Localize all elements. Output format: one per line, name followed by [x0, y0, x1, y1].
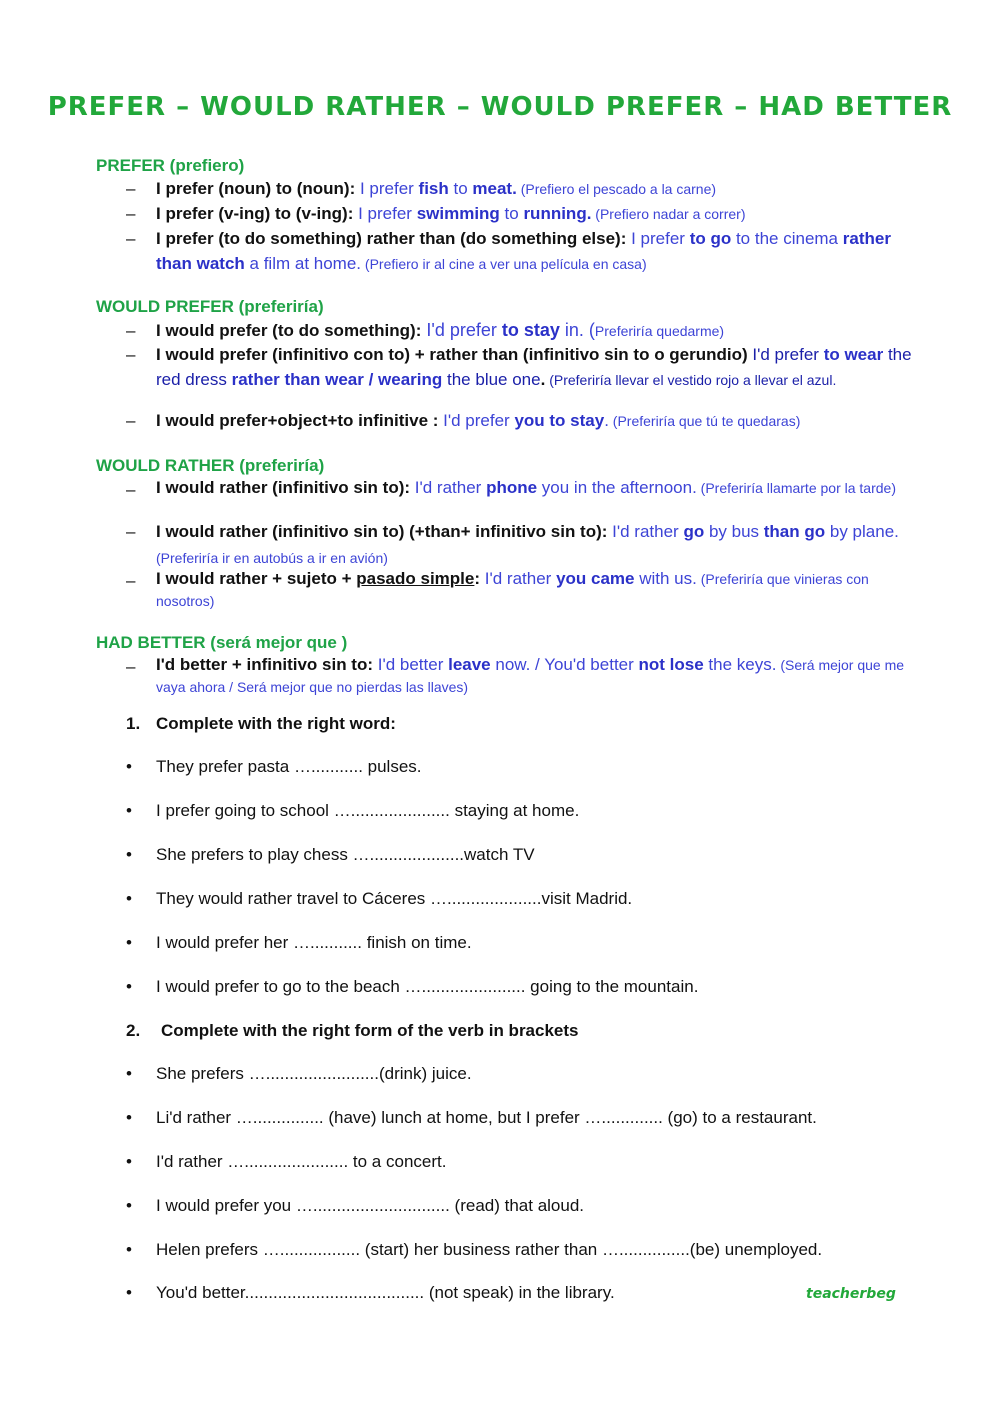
exercise-sentence: You'd better...................................... (not speak) in the library.	[156, 1283, 615, 1302]
bullet-dot: •	[126, 845, 132, 864]
rule-label: I would prefer+object+to infinitive :	[156, 411, 439, 430]
example-text: .	[604, 411, 609, 430]
exercise-2-item	[126, 1283, 615, 1303]
example-text: I'd rather	[607, 522, 684, 541]
example-text: I'd prefer	[747, 345, 824, 364]
exercise-sentence: They prefer pasta …........... pulses.	[156, 757, 422, 776]
example-emphasis: running.	[523, 204, 592, 223]
exercise-2-item	[126, 1108, 817, 1128]
bullet-dot: •	[126, 757, 132, 776]
example-emphasis: to wear	[823, 345, 884, 364]
example-text: I'd rather	[480, 569, 557, 588]
bullet-dot: •	[126, 1240, 132, 1259]
would-prefer-heading: WOULD PREFER (preferiría)	[96, 297, 324, 316]
exercise-2-item	[126, 1196, 584, 1216]
dash-bullet: –	[126, 229, 136, 248]
rule-label: I would prefer (infinitivo con to) + rather than (infinitivo sin to o gerundio)	[156, 345, 748, 364]
dash-bullet: –	[126, 345, 136, 364]
example-text: by bus	[704, 522, 764, 541]
exercise-sentence: I prefer going to school …..................... staying at home.	[156, 801, 580, 820]
bullet-dot: •	[126, 1064, 132, 1083]
dash-bullet: –	[126, 522, 136, 541]
example-emphasis: rather than watch	[156, 229, 891, 273]
dash-bullet: –	[126, 411, 136, 430]
exercise-sentence: She prefers to play chess …....................watch TV	[156, 845, 535, 864]
bullet-dot: •	[126, 933, 132, 952]
bullet-dot: •	[126, 801, 132, 820]
example-text: in. (	[559, 320, 595, 340]
example-emphasis: you to stay	[514, 411, 605, 430]
translation: (Preferiría llamarte por la tarde)	[696, 480, 896, 496]
example-emphasis: not lose	[638, 655, 704, 674]
example-emphasis: go	[683, 522, 705, 541]
example-text: I prefer	[353, 204, 417, 223]
exercise-2-item	[126, 1064, 472, 1084]
example-text: a film at home.	[244, 254, 362, 273]
exercise-number: 1.	[126, 714, 141, 733]
bullet-dot: •	[126, 1283, 132, 1302]
example-text: you in the afternoon.	[537, 478, 697, 497]
translation: (Prefiero nadar a correr)	[591, 206, 746, 222]
translation: (Preferiría ir en autobús a ir en avión)	[156, 550, 388, 566]
author-signature: teacherbeg	[806, 1286, 896, 1302]
bullet-dot: •	[126, 1152, 132, 1171]
example-emphasis: to stay	[501, 320, 560, 340]
translation: (Preferiría llevar el vestido rojo a llevar el azul.	[545, 372, 837, 388]
example-emphasis: to go	[689, 229, 732, 248]
exercise-sentence: I would prefer you …............................. (read) that aloud.	[156, 1196, 585, 1215]
translation: (Prefiero el pescado a la carne)	[516, 181, 717, 197]
example-emphasis: fish	[418, 179, 449, 198]
example-text: I'd prefer	[438, 411, 515, 430]
rule-label: I prefer (v-ing) to (v-ing):	[156, 204, 354, 223]
prefer-rule-2	[126, 201, 916, 227]
had-better-rule-1	[126, 654, 916, 698]
exercise-sentence: I would prefer to go to the beach …...................... going to the mountain.	[156, 977, 699, 996]
bullet-dot: •	[126, 1108, 132, 1127]
example-text: I'd rather	[410, 478, 487, 497]
would-rather-rule-3	[126, 568, 916, 612]
exercise-1-item	[126, 757, 422, 777]
would-rather-rule-1	[126, 477, 916, 499]
exercise-instruction: Complete with the right word:	[156, 714, 396, 733]
example-emphasis: leave	[448, 655, 491, 674]
translation: (Preferiría que vinieras con nosotros)	[156, 571, 869, 609]
example-emphasis: rather than wear / wearing	[231, 370, 443, 389]
exercise-sentence: They would rather travel to Cáceres …....................visit Madrid.	[156, 889, 633, 908]
rule-label: I would rather + sujeto +	[156, 569, 357, 588]
exercise-number: 2.	[126, 1021, 141, 1040]
exercise-2-title	[126, 1021, 579, 1041]
prefer-rule-3	[126, 226, 916, 277]
example-emphasis: swimming	[416, 204, 500, 223]
prefer-heading: PREFER (prefiero)	[96, 156, 245, 175]
dash-bullet: –	[126, 571, 136, 590]
exercise-sentence: I'd rather …...................... to a concert.	[156, 1152, 447, 1171]
example-text: I prefer	[355, 179, 419, 198]
rule-label-underlined: pasado simple	[356, 569, 475, 588]
rule-label: I'd better + infinitivo sin to:	[156, 655, 374, 674]
would-rather-heading: WOULD RATHER (preferiría)	[96, 456, 325, 475]
would-rather-rule-2	[126, 519, 916, 571]
exercise-1-title	[126, 714, 396, 734]
example-text: I'd better	[373, 655, 449, 674]
rule-label: I prefer (noun) to (noun):	[156, 179, 356, 198]
example-text: the keys.	[703, 655, 777, 674]
dash-bullet: –	[126, 657, 136, 676]
example-emphasis: meat.	[472, 179, 517, 198]
rule-colon: :	[620, 229, 632, 248]
example-text: by plane.	[825, 522, 899, 541]
exercise-1-item	[126, 933, 472, 953]
exercise-1-item	[126, 977, 698, 997]
example-text: to	[499, 204, 524, 223]
rule-label: I would rather (infinitivo sin to) (+than+ infinitivo sin to):	[156, 522, 608, 541]
example-text: now. / You'd better	[490, 655, 639, 674]
example-text: the red dress	[156, 345, 912, 389]
dash-bullet: –	[126, 321, 136, 340]
had-better-heading: HAD BETTER (será mejor que )	[96, 633, 348, 652]
example-text: to	[448, 179, 473, 198]
example-text: to the cinema	[731, 229, 843, 248]
exercise-sentence: I would prefer her …........... finish on time.	[156, 933, 472, 952]
rule-label: I would prefer (to do something):	[156, 321, 422, 340]
would-prefer-rule-1	[126, 318, 916, 344]
bullet-dot: •	[126, 977, 132, 996]
exercise-2-item	[126, 1240, 822, 1260]
exercise-2-item	[126, 1152, 446, 1172]
exercise-1-item	[126, 801, 579, 821]
example-emphasis: you came	[556, 569, 635, 588]
example-text: I'd prefer	[421, 320, 502, 340]
translation: (Prefiero ir al cine a ver una película en casa)	[361, 256, 647, 272]
exercise-instruction: Complete with the right form of the verb in brackets	[161, 1021, 579, 1040]
translation: Preferiría quedarme)	[594, 323, 725, 339]
example-emphasis: than go	[763, 522, 826, 541]
translation: (Preferiría que tú te quedaras)	[608, 413, 801, 429]
exercise-sentence: She prefers …........................(drink) juice.	[156, 1064, 472, 1083]
translation: (Será mejor que me vaya ahora / Será mejor que no pierdas las llaves)	[156, 657, 905, 695]
prefer-rule-1	[126, 176, 916, 202]
example-emphasis: phone	[486, 478, 538, 497]
dash-bullet: –	[126, 204, 136, 223]
page-title: PREFER – WOULD RATHER – WOULD PREFER – HAD BETTER	[47, 92, 953, 122]
exercise-sentence: Helen prefers …................. (start) her business rather than …...............(be) unemployed.	[156, 1240, 823, 1259]
would-prefer-rule-3	[126, 408, 916, 434]
dash-bullet: –	[126, 480, 136, 499]
would-prefer-rule-2	[126, 342, 916, 393]
rule-label: I prefer (to do something) rather than (do something else)	[156, 229, 621, 248]
bullet-dot: •	[126, 889, 132, 908]
exercise-1-item	[126, 845, 535, 865]
exercise-1-item	[126, 889, 632, 909]
example-text: I prefer	[631, 229, 690, 248]
example-text: with us.	[634, 569, 697, 588]
rule-label: I would rather (infinitivo sin to):	[156, 478, 411, 497]
bullet-dot: •	[126, 1196, 132, 1215]
example-period: .	[540, 370, 546, 389]
example-text: the blue one	[442, 370, 541, 389]
rule-colon: :	[474, 569, 481, 588]
exercise-sentence: Li'd rather …............... (have) lunch at home, but I prefer …............. (go) to a restaurant.	[156, 1108, 817, 1127]
dash-bullet: –	[126, 179, 136, 198]
